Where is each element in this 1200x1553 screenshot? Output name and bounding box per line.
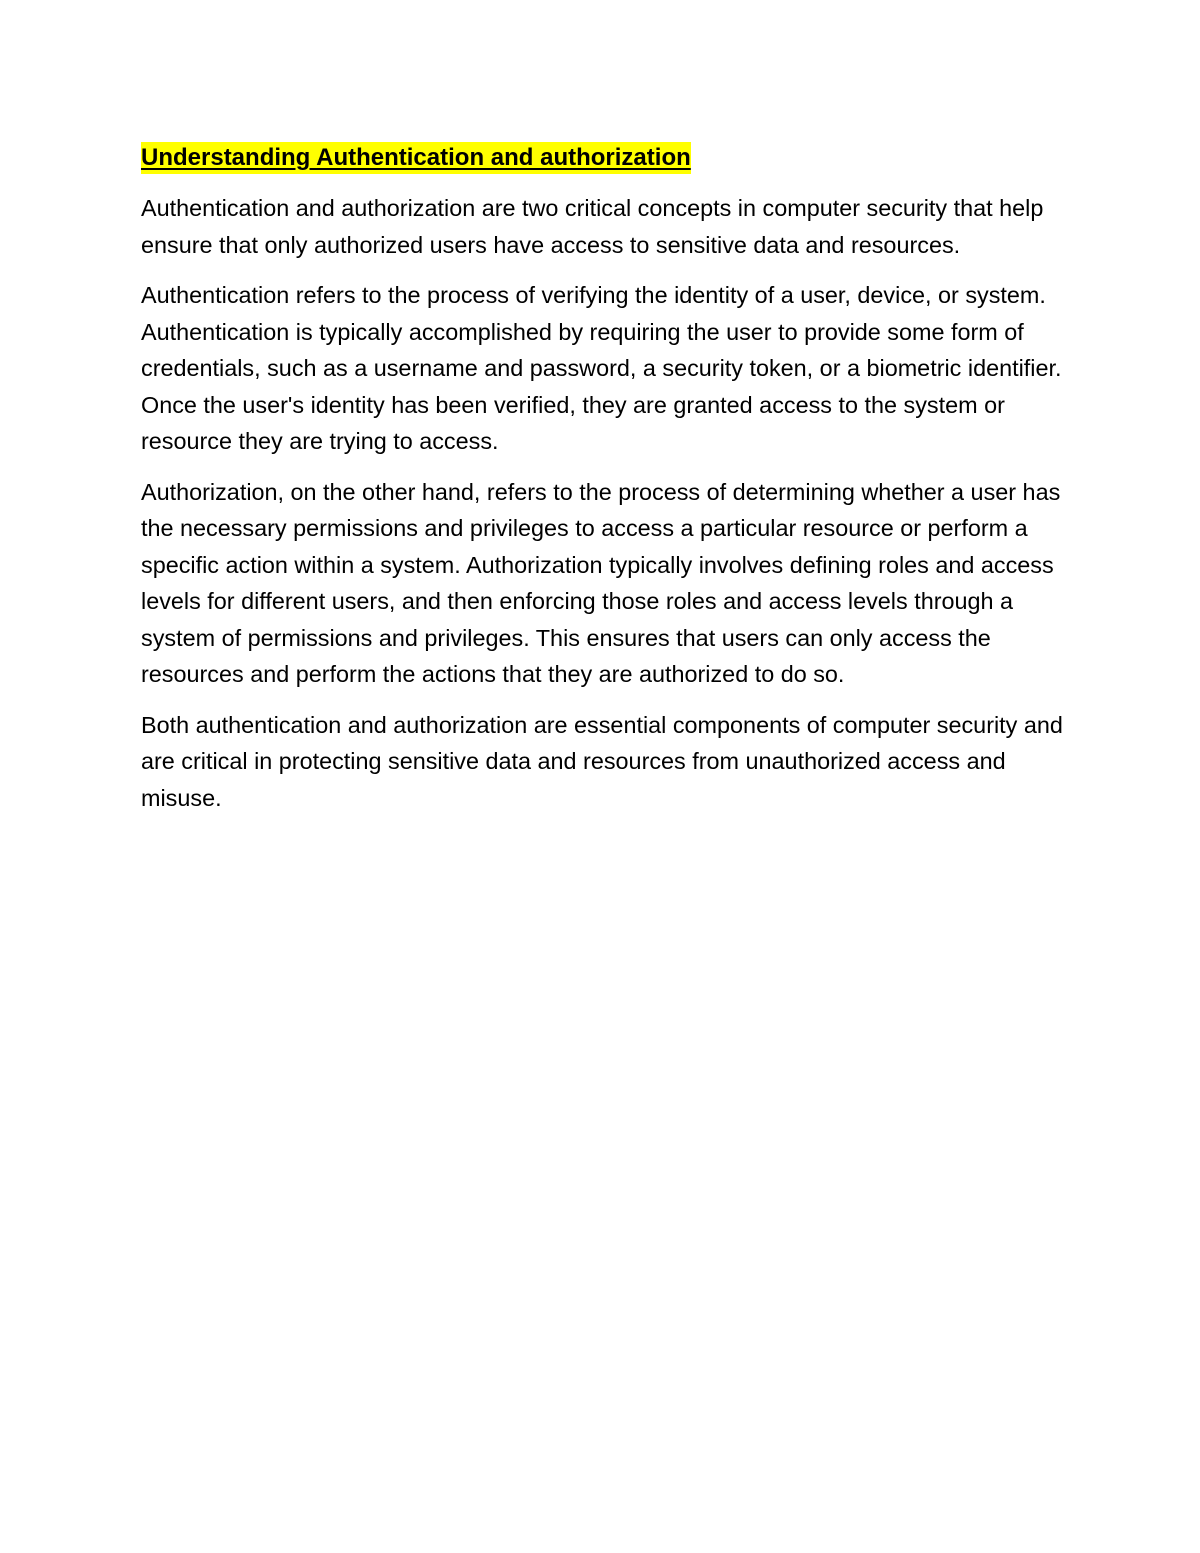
paragraph-authentication: Authentication refers to the process of verifying the identity of a user, device, or system. Authentication is typically accomplished by requiring the user to provide some form of credentials, such as a username and password, a security token, or a biometric identifier. Once the user's identity has been verified, they are granted access to the system or resource they are trying to access. [141, 282, 1062, 454]
paragraph-authorization: Authorization, on the other hand, refers to the process of determining whether a user has the necessary permissions and privileges to access a particular resource or perform a specific action within a system. Authorization typically involves defining roles and access levels for different users, and then enforcing those roles and access levels through a system of permissions and privileges. This ensures that users can only access the resources and perform the actions that they are authorized to do so. [141, 478, 1061, 687]
title-highlight: Understanding Authentication and authorization [141, 142, 691, 174]
document-title [141, 140, 1066, 176]
paragraph-intro: Authentication and authorization are two critical concepts in computer security that help ensure that only authorized users have access to sensitive data and resources. [141, 195, 1044, 258]
document-body [141, 140, 1066, 830]
paragraph-conclusion: Both authentication and authorization are essential components of computer security and are critical in protecting sensitive data and resources from unauthorized access and misuse. [141, 711, 1063, 811]
